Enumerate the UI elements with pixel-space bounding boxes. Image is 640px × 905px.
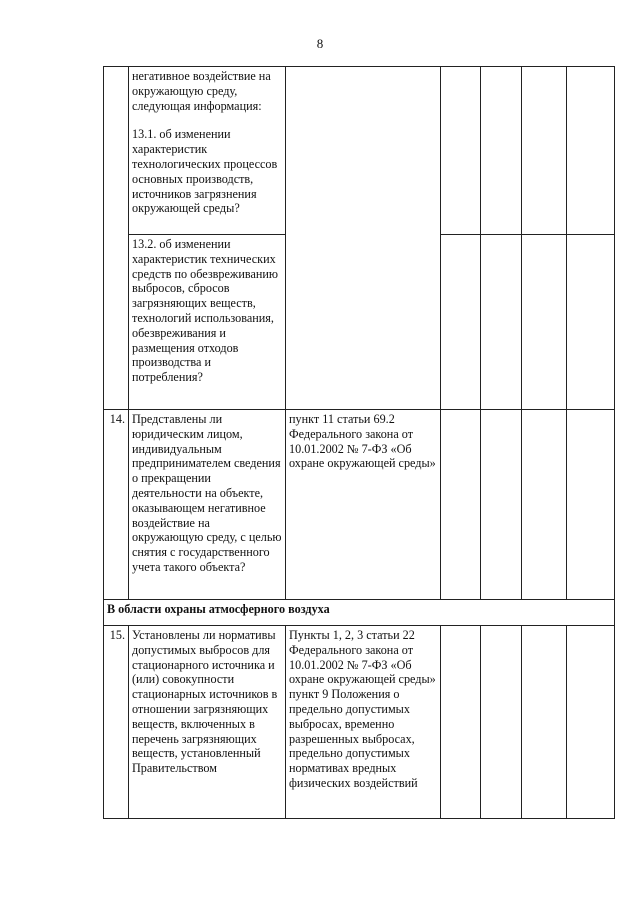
row-number-cell: [104, 67, 129, 235]
section-heading: В области охраны атмосферного воздуха: [104, 600, 615, 626]
reference-cell: пункт 11 статьи 69.2 Федерального закона от 10.01.2002 № 7-ФЗ «Об охране окружающей среды»: [286, 410, 441, 600]
answer-cell-no: [481, 410, 522, 600]
checklist-table: [103, 66, 615, 819]
row-number: 15.: [104, 626, 129, 819]
reference-cell: [286, 67, 441, 235]
table-row-15: [104, 626, 615, 819]
reference-cell: Пункты 1, 2, 3 статьи 22 Федерального закона от 10.01.2002 № 7-ФЗ «Об охране окружающей среды» пункт 9 Положения о предельно допустимых выбросах, временно разрешенных выбросах, предельно допустимых нормативах вредных физических воздействий: [286, 626, 441, 819]
row-number-cell: [104, 235, 129, 410]
reference-cell: [286, 235, 441, 410]
table-row-13-part-1: [104, 67, 615, 235]
answer-cell-yes: [441, 67, 481, 235]
section-heading-row: [104, 600, 615, 626]
answer-cell-yes: [441, 626, 481, 819]
answer-cell-note: [567, 67, 615, 235]
question-cell: Представлены ли юридическим лицом, индивидуальным предпринимателем сведения о прекращении деятельности на объекте, оказывающем негативное воздействие на окружающую среду, с целью снятия с государственного учета такого объекта?: [129, 410, 286, 600]
answer-cell-na: [522, 410, 567, 600]
question-cell: Установлены ли нормативы допустимых выбросов для стационарного источника и (или) совокупности стационарных источников в отношении загрязняющих веществ, включенных в перечень загрязняющих веществ, установленный Правительством: [129, 626, 286, 819]
answer-cell-yes: [441, 410, 481, 600]
table-row-14: [104, 410, 615, 600]
subquestion-13-1: 13.1. об изменении характеристик технологических процессов основных производств, источников загрязнения окружающей среды?: [132, 127, 278, 216]
answer-cell-note: [567, 626, 615, 819]
row-number: 14.: [104, 410, 129, 600]
answer-cell-no: [481, 626, 522, 819]
question-cell: [129, 67, 286, 235]
answer-cell-na: [522, 235, 567, 410]
question-cell: [129, 235, 286, 410]
table-row-13-part-2: [104, 235, 615, 410]
answer-cell-note: [567, 410, 615, 600]
question-intro: негативное воздействие на окружающую среду, следующая информация:: [132, 69, 271, 113]
answer-cell-no: [481, 235, 522, 410]
answer-cell-no: [481, 67, 522, 235]
answer-cell-yes: [441, 235, 481, 410]
answer-cell-note: [567, 235, 615, 410]
answer-cell-na: [522, 67, 567, 235]
page-number: 8: [316, 36, 324, 51]
answer-cell-na: [522, 626, 567, 819]
subquestion-13-2: 13.2. об изменении характеристик технических средств по обезвреживанию выбросов, сбросов загрязняющих веществ, технологий использования, обезвреживания и размещения отходов производства и потребления?: [132, 237, 279, 385]
